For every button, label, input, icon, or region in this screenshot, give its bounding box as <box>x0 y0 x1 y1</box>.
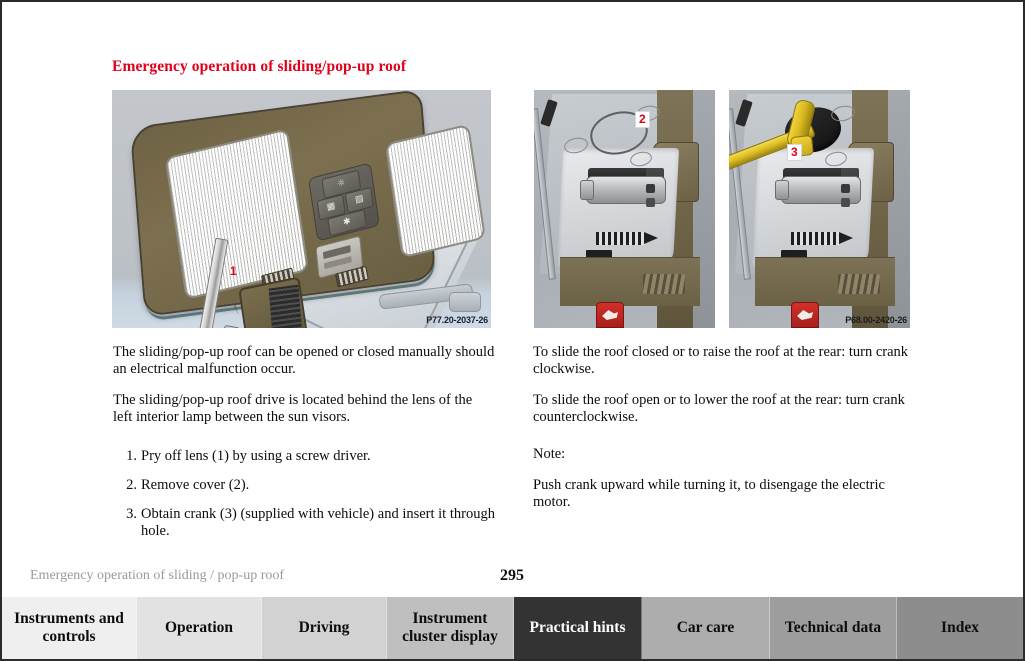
figure-roof-motor-cover-removed <box>534 90 715 328</box>
wiring-clip-2 <box>646 198 655 207</box>
emergency-call-button <box>596 302 624 328</box>
console-stem-grille <box>269 285 304 328</box>
tab-practical-hints[interactable]: Practical hints <box>514 597 642 659</box>
figure-caption-right: P68.00-2420-26 <box>845 315 907 325</box>
procedure-step <box>113 448 495 465</box>
step-number: 2. <box>126 477 137 493</box>
tab-instruments-and-controls[interactable]: Instruments and controls <box>2 597 137 659</box>
motor-end-cap <box>580 180 594 200</box>
motor-end-cap <box>775 180 789 200</box>
wiring-clip-2 <box>841 198 850 207</box>
step-text: Pry off lens (1) by using a screw driver. <box>141 448 371 464</box>
right-column-text <box>533 344 915 426</box>
right-lamp-icon: ▧ <box>354 193 365 206</box>
figure-roof-motor-with-crank <box>729 90 910 328</box>
step-number: 1. <box>126 448 137 464</box>
tab-driving[interactable]: Driving <box>262 597 387 659</box>
chapter-tab-bar <box>2 597 1023 659</box>
note-label: Note: <box>533 446 566 462</box>
figure-marker-2: 2 <box>635 111 650 128</box>
tab-instrument-cluster-display[interactable]: Instrument cluster display <box>387 597 514 659</box>
step-text: Remove cover (2). <box>141 477 250 493</box>
interior-lamp-icon: ✱ <box>342 216 352 229</box>
note-block <box>533 446 915 511</box>
figure-marker-3: 3 <box>787 144 802 161</box>
mirror-base <box>449 292 481 312</box>
procedure-step <box>113 477 495 494</box>
lamp-button-panel <box>308 162 380 241</box>
right-paragraph-2: To slide the roof open or to lower the roof at the rear: turn crank counterclockwise. <box>533 392 905 425</box>
connector-tip <box>644 232 658 244</box>
interior-lamp-lens-right <box>385 124 486 259</box>
lamp-icon: ☼ <box>336 177 346 190</box>
procedure-steps-list <box>113 448 495 552</box>
overhead-console-body <box>130 90 436 317</box>
tab-technical-data[interactable]: Technical data <box>770 597 897 659</box>
tab-operation[interactable]: Operation <box>137 597 262 659</box>
lamp-opening-recess <box>557 148 679 268</box>
wiring-clip-1 <box>841 184 850 193</box>
figure-marker-1: 1 <box>230 264 237 278</box>
page-content <box>2 2 1023 597</box>
speaker-louvers <box>838 274 880 294</box>
right-paragraph-1: To slide the roof closed or to raise the roof at the rear: turn crank clockwise. <box>533 344 909 377</box>
wiring-clip-1 <box>646 184 655 193</box>
lamp-opening-recess <box>752 148 874 268</box>
step-text: Obtain crank (3) (supplied with vehicle) and insert it through hole. <box>141 506 495 539</box>
left-column-text <box>113 344 495 426</box>
page-number: 295 <box>500 567 524 584</box>
figure-overhead-console <box>112 90 491 328</box>
tab-index[interactable]: Index <box>897 597 1023 659</box>
left-lamp-icon: ▦ <box>326 200 336 213</box>
connector-comb <box>791 232 839 245</box>
connector-tip <box>839 232 853 244</box>
note-text: Push crank upward while turning it, to disengage the electric motor. <box>533 477 885 510</box>
figure-caption-left: P77.20-2037-26 <box>426 315 488 325</box>
speaker-louvers <box>643 274 685 294</box>
step-number: 3. <box>126 506 137 522</box>
left-paragraph-1: The sliding/pop-up roof can be opened or closed manually should an electrical malfunction occur. <box>113 344 495 377</box>
left-paragraph-2: The sliding/pop-up roof drive is located behind the lens of the left interior lamp between the sun visors. <box>113 392 473 425</box>
tab-car-care[interactable]: Car care <box>642 597 770 659</box>
connector-comb <box>596 232 644 245</box>
emergency-call-button <box>791 302 819 328</box>
footer-section-title: Emergency operation of sliding / pop-up roof <box>30 568 285 583</box>
page-title: Emergency operation of sliding/pop-up roof <box>112 58 407 75</box>
procedure-step <box>113 506 495 540</box>
